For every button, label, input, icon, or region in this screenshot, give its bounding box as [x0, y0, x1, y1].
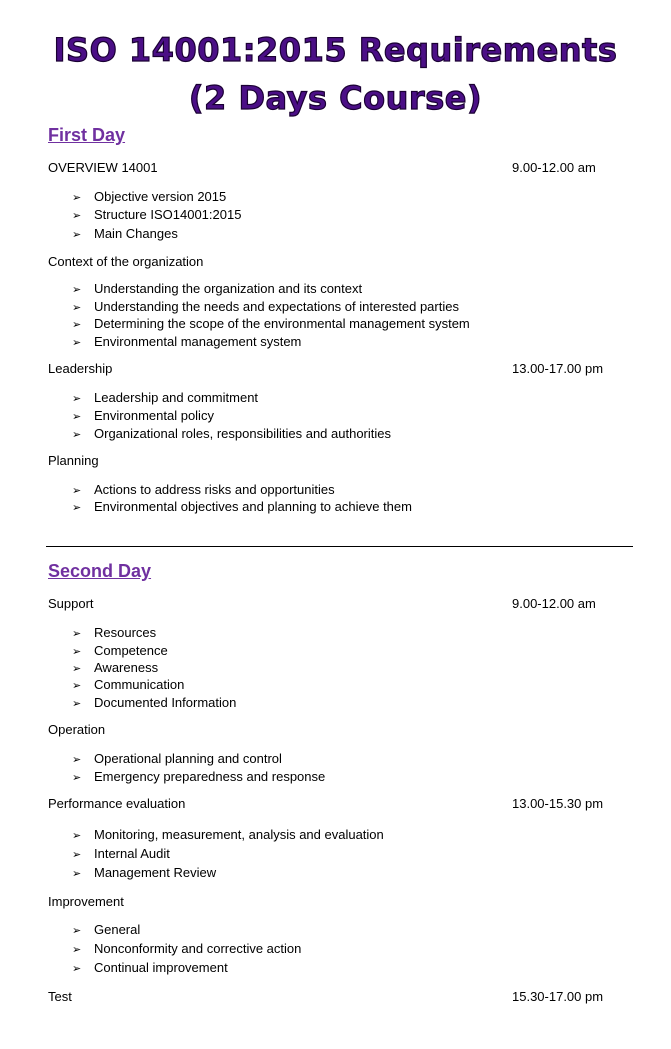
- list-item: ➢ Competence: [72, 643, 168, 658]
- list-item: ➢ Objective version 2015: [72, 189, 227, 204]
- arrow-bullet-icon: ➢: [72, 962, 82, 975]
- topic-overview: OVERVIEW 14001: [48, 160, 158, 175]
- time-overview: 9.00-12.00 am: [512, 160, 596, 175]
- list-item: ➢ Resources: [72, 625, 157, 640]
- topic-support: Support: [48, 596, 94, 611]
- arrow-bullet-icon: ➢: [72, 318, 82, 331]
- arrow-bullet-icon: ➢: [72, 283, 82, 296]
- time-support: 9.00-12.00 am: [512, 596, 596, 611]
- topic-improvement: Improvement: [48, 894, 124, 909]
- arrow-bullet-icon: ➢: [72, 484, 82, 497]
- arrow-bullet-icon: ➢: [72, 771, 82, 784]
- list-item: ➢ Communication: [72, 677, 185, 692]
- list-item: ➢ Leadership and commitment: [72, 390, 259, 405]
- arrow-bullet-icon: ➢: [72, 662, 82, 675]
- arrow-bullet-icon: ➢: [72, 943, 82, 956]
- arrow-bullet-icon: ➢: [72, 209, 82, 222]
- arrow-bullet-icon: ➢: [72, 645, 82, 658]
- time-leadership: 13.00-17.00 pm: [512, 361, 604, 376]
- list-item: ➢ Actions to address risks and opportunities: [72, 482, 335, 497]
- list-item: ➢ Environmental policy: [72, 408, 214, 423]
- list-item: ➢ Understanding the organization and its context: [72, 281, 363, 296]
- list-item: ➢ Documented Information: [72, 695, 237, 710]
- list-item: ➢ Determining the scope of the environmental management system: [72, 316, 470, 331]
- topic-performance-evaluation: Performance evaluation: [48, 796, 186, 811]
- list-item: ➢ Nonconformity and corrective action: [72, 941, 302, 956]
- topic-operation: Operation: [48, 722, 106, 737]
- arrow-bullet-icon: ➢: [72, 697, 82, 710]
- arrow-bullet-icon: ➢: [72, 501, 82, 514]
- arrow-bullet-icon: ➢: [72, 848, 82, 861]
- time-test: 15.30-17.00 pm: [512, 989, 604, 1004]
- time-performance-evaluation: 13.00-15.30 pm: [512, 796, 604, 811]
- document-title: ISO 14001:2015 Requirements: [53, 31, 618, 69]
- topic-planning: Planning: [48, 453, 99, 468]
- list-item: ➢ General: [72, 922, 141, 937]
- list-item: ➢ Operational planning and control: [72, 751, 282, 766]
- list-item: ➢ Main Changes: [72, 226, 178, 241]
- topic-leadership: Leadership: [48, 361, 113, 376]
- arrow-bullet-icon: ➢: [72, 191, 82, 204]
- topic-test: Test: [48, 989, 72, 1004]
- list-item: ➢ Understanding the needs and expectations of interested parties: [72, 299, 459, 314]
- document-subtitle: (2 Days Course): [188, 79, 483, 117]
- arrow-bullet-icon: ➢: [72, 829, 82, 842]
- arrow-bullet-icon: ➢: [72, 336, 82, 349]
- list-item: ➢ Environmental management system: [72, 334, 302, 349]
- arrow-bullet-icon: ➢: [72, 924, 82, 937]
- topic-context: Context of the organization: [48, 254, 204, 269]
- list-item: ➢ Continual improvement: [72, 960, 228, 975]
- day-heading-second: Second Day: [48, 561, 152, 581]
- list-item: ➢ Awareness: [72, 660, 159, 675]
- list-item: ➢ Organizational roles, responsibilities and authorities: [72, 426, 391, 441]
- list-item: ➢ Emergency preparedness and response: [72, 769, 326, 784]
- arrow-bullet-icon: ➢: [72, 679, 82, 692]
- arrow-bullet-icon: ➢: [72, 627, 82, 640]
- list-item: ➢ Environmental objectives and planning to achieve them: [72, 499, 412, 514]
- arrow-bullet-icon: ➢: [72, 410, 82, 423]
- list-item: ➢ Management Review: [72, 865, 217, 880]
- arrow-bullet-icon: ➢: [72, 228, 82, 241]
- list-item: ➢ Monitoring, measurement, analysis and evaluation: [72, 827, 384, 842]
- list-item: ➢ Structure ISO14001:2015: [72, 207, 242, 222]
- day-heading-first: First Day: [48, 125, 126, 145]
- arrow-bullet-icon: ➢: [72, 392, 82, 405]
- arrow-bullet-icon: ➢: [72, 753, 82, 766]
- arrow-bullet-icon: ➢: [72, 428, 82, 441]
- arrow-bullet-icon: ➢: [72, 867, 82, 880]
- list-item: ➢ Internal Audit: [72, 846, 170, 861]
- section-divider: [46, 546, 633, 547]
- arrow-bullet-icon: ➢: [72, 301, 82, 314]
